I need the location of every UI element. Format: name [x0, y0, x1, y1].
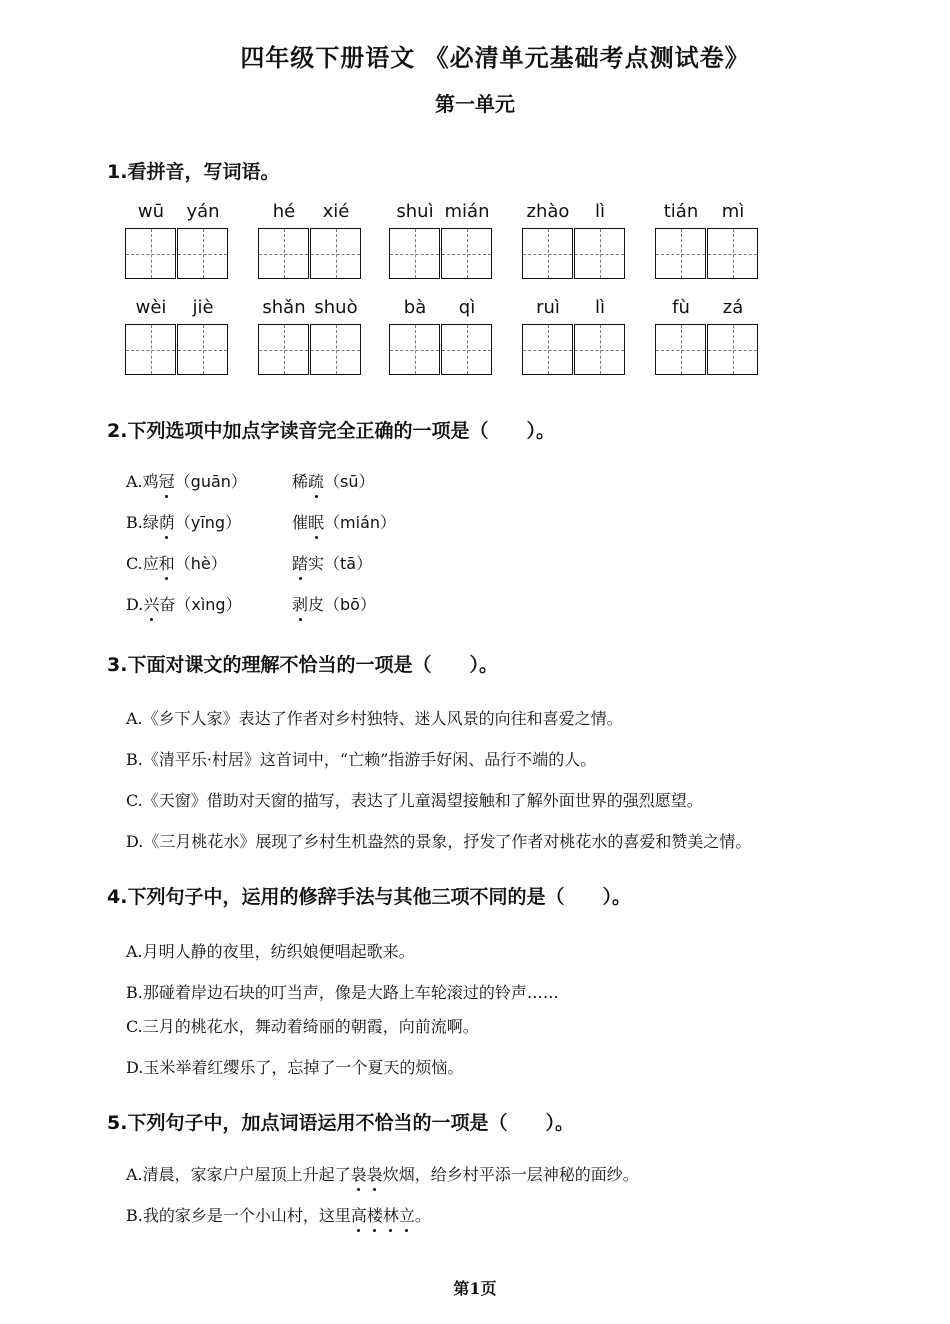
tianzige-writing-cell[interactable]: [707, 324, 758, 375]
page-number: 第1页: [453, 1279, 497, 1298]
q4-option-a: A.月明人静的夜里，纺织娘便唱起歌来。: [126, 942, 415, 961]
pinyin-syllable: mì: [721, 201, 745, 222]
tianzige-writing-cell[interactable]: [707, 228, 758, 279]
page-title: 四年级下册语文 《必清单元基础考点测试卷》: [240, 44, 750, 72]
q4-option-b: B.那碰着岸边石块的叮当声，像是大路上车轮滚过的铃声……: [126, 983, 559, 1002]
question-5-title: 5.下列句子中，加点词语运用不恰当的一项是（ ）。: [107, 1112, 574, 1134]
tianzige-writing-cell[interactable]: [125, 228, 176, 279]
pinyin-syllable: fù: [672, 297, 690, 318]
pinyin-syllable: qì: [458, 297, 476, 318]
question-2-title: 2.下列选项中加点字读音完全正确的一项是（ ）。: [107, 420, 555, 442]
tianzige-writing-cell[interactable]: [389, 324, 440, 375]
pinyin-syllable: lì: [594, 297, 605, 318]
q3-option-d: D.《三月桃花水》展现了乡村生机盎然的景象，抒发了作者对桃花水的喜爱和赞美之情。: [126, 832, 752, 851]
pinyin-syllable: zá: [722, 297, 744, 318]
question-1-title: 1.看拼音，写词语。: [107, 161, 280, 183]
pinyin-syllable: wū: [137, 201, 165, 222]
tianzige-writing-cell[interactable]: [574, 228, 625, 279]
pinyin-syllable: shuò: [314, 297, 358, 318]
tianzige-writing-cell[interactable]: [655, 324, 706, 375]
q2-option-c-word2: 踏实（tā）: [292, 554, 373, 573]
tianzige-writing-cell[interactable]: [258, 228, 309, 279]
dotted-character: 冠: [158, 472, 175, 491]
dotted-character: 荫: [158, 513, 175, 532]
tianzige-writing-cell[interactable]: [522, 324, 573, 375]
tianzige-writing-cell[interactable]: [310, 324, 361, 375]
tianzige-writing-cell[interactable]: [310, 228, 361, 279]
tianzige-writing-cell[interactable]: [655, 228, 706, 279]
q3-option-b: B.《清平乐·村居》这首词中，“亡赖”指游手好闲、品行不端的人。: [126, 750, 597, 769]
q5-option-b: B.我的家乡是一个小山村，这里高楼林立。: [126, 1206, 431, 1225]
q4-option-d: D.玉米举着红缨乐了，忘掉了一个夏天的烦恼。: [126, 1058, 464, 1077]
pinyin-syllable: zhào: [526, 201, 570, 222]
pinyin-syllable: jiè: [192, 297, 214, 318]
q5-option-a: A.清晨，家家户户屋顶上升起了袅袅炊烟，给乡村平添一层神秘的面纱。: [126, 1165, 639, 1184]
dotted-character: 兴: [143, 595, 160, 614]
pinyin-syllable: mián: [444, 201, 490, 222]
pinyin-syllable: xié: [322, 201, 350, 222]
pinyin-syllable: shǎn: [262, 297, 306, 318]
tianzige-writing-cell[interactable]: [522, 228, 573, 279]
pinyin-syllable: lì: [594, 201, 605, 222]
q3-option-c: C.《天窗》借助对天窗的描写，表达了儿童渴望接触和了解外面世界的强烈愿望。: [126, 791, 703, 810]
unit-title: 第一单元: [435, 92, 515, 116]
q2-option-d-word2: 剥皮（bō）: [292, 595, 376, 614]
pinyin-syllable: shuì: [396, 201, 434, 222]
question-4-title: 4.下列句子中，运用的修辞手法与其他三项不同的是（ ）。: [107, 886, 631, 908]
q3-option-a: A.《乡下人家》表达了作者对乡村独特、迷人风景的向往和喜爱之情。: [126, 709, 623, 728]
tianzige-writing-cell[interactable]: [177, 324, 228, 375]
dotted-character: 踏: [292, 554, 309, 573]
tianzige-writing-cell[interactable]: [177, 228, 228, 279]
dotted-character: 眠: [308, 513, 325, 532]
dotted-word: 袅袅: [350, 1165, 383, 1184]
q2-option-b-word1: B.绿荫（yīng）: [126, 513, 242, 532]
pinyin-syllable: wèi: [135, 297, 167, 318]
pinyin-syllable: tián: [663, 201, 699, 222]
tianzige-writing-cell[interactable]: [441, 324, 492, 375]
tianzige-writing-cell[interactable]: [389, 228, 440, 279]
dotted-word: 高楼林立: [350, 1206, 415, 1225]
q4-option-c: C.三月的桃花水，舞动着绮丽的朝霞，向前流啊。: [126, 1017, 479, 1036]
dotted-character: 剥: [292, 595, 309, 614]
dotted-character: 疏: [308, 472, 325, 491]
question-3-title: 3.下面对课文的理解不恰当的一项是（ ）。: [107, 654, 498, 676]
pinyin-syllable: ruì: [536, 297, 560, 318]
q2-option-c-word1: C.应和（hè）: [126, 554, 227, 573]
tianzige-writing-cell[interactable]: [258, 324, 309, 375]
pinyin-syllable: bà: [403, 297, 427, 318]
pinyin-syllable: hé: [272, 201, 296, 222]
q2-option-a-word2: 稀疏（sū）: [292, 472, 375, 491]
q2-option-a-word1: A.鸡冠（guān）: [126, 472, 247, 491]
dotted-character: 和: [158, 554, 175, 573]
q2-option-b-word2: 催眠（mián）: [292, 513, 397, 532]
tianzige-writing-cell[interactable]: [574, 324, 625, 375]
tianzige-writing-cell[interactable]: [125, 324, 176, 375]
q2-option-d-word1: D.兴奋（xìng）: [126, 595, 242, 614]
tianzige-writing-cell[interactable]: [441, 228, 492, 279]
pinyin-syllable: yán: [186, 201, 220, 222]
